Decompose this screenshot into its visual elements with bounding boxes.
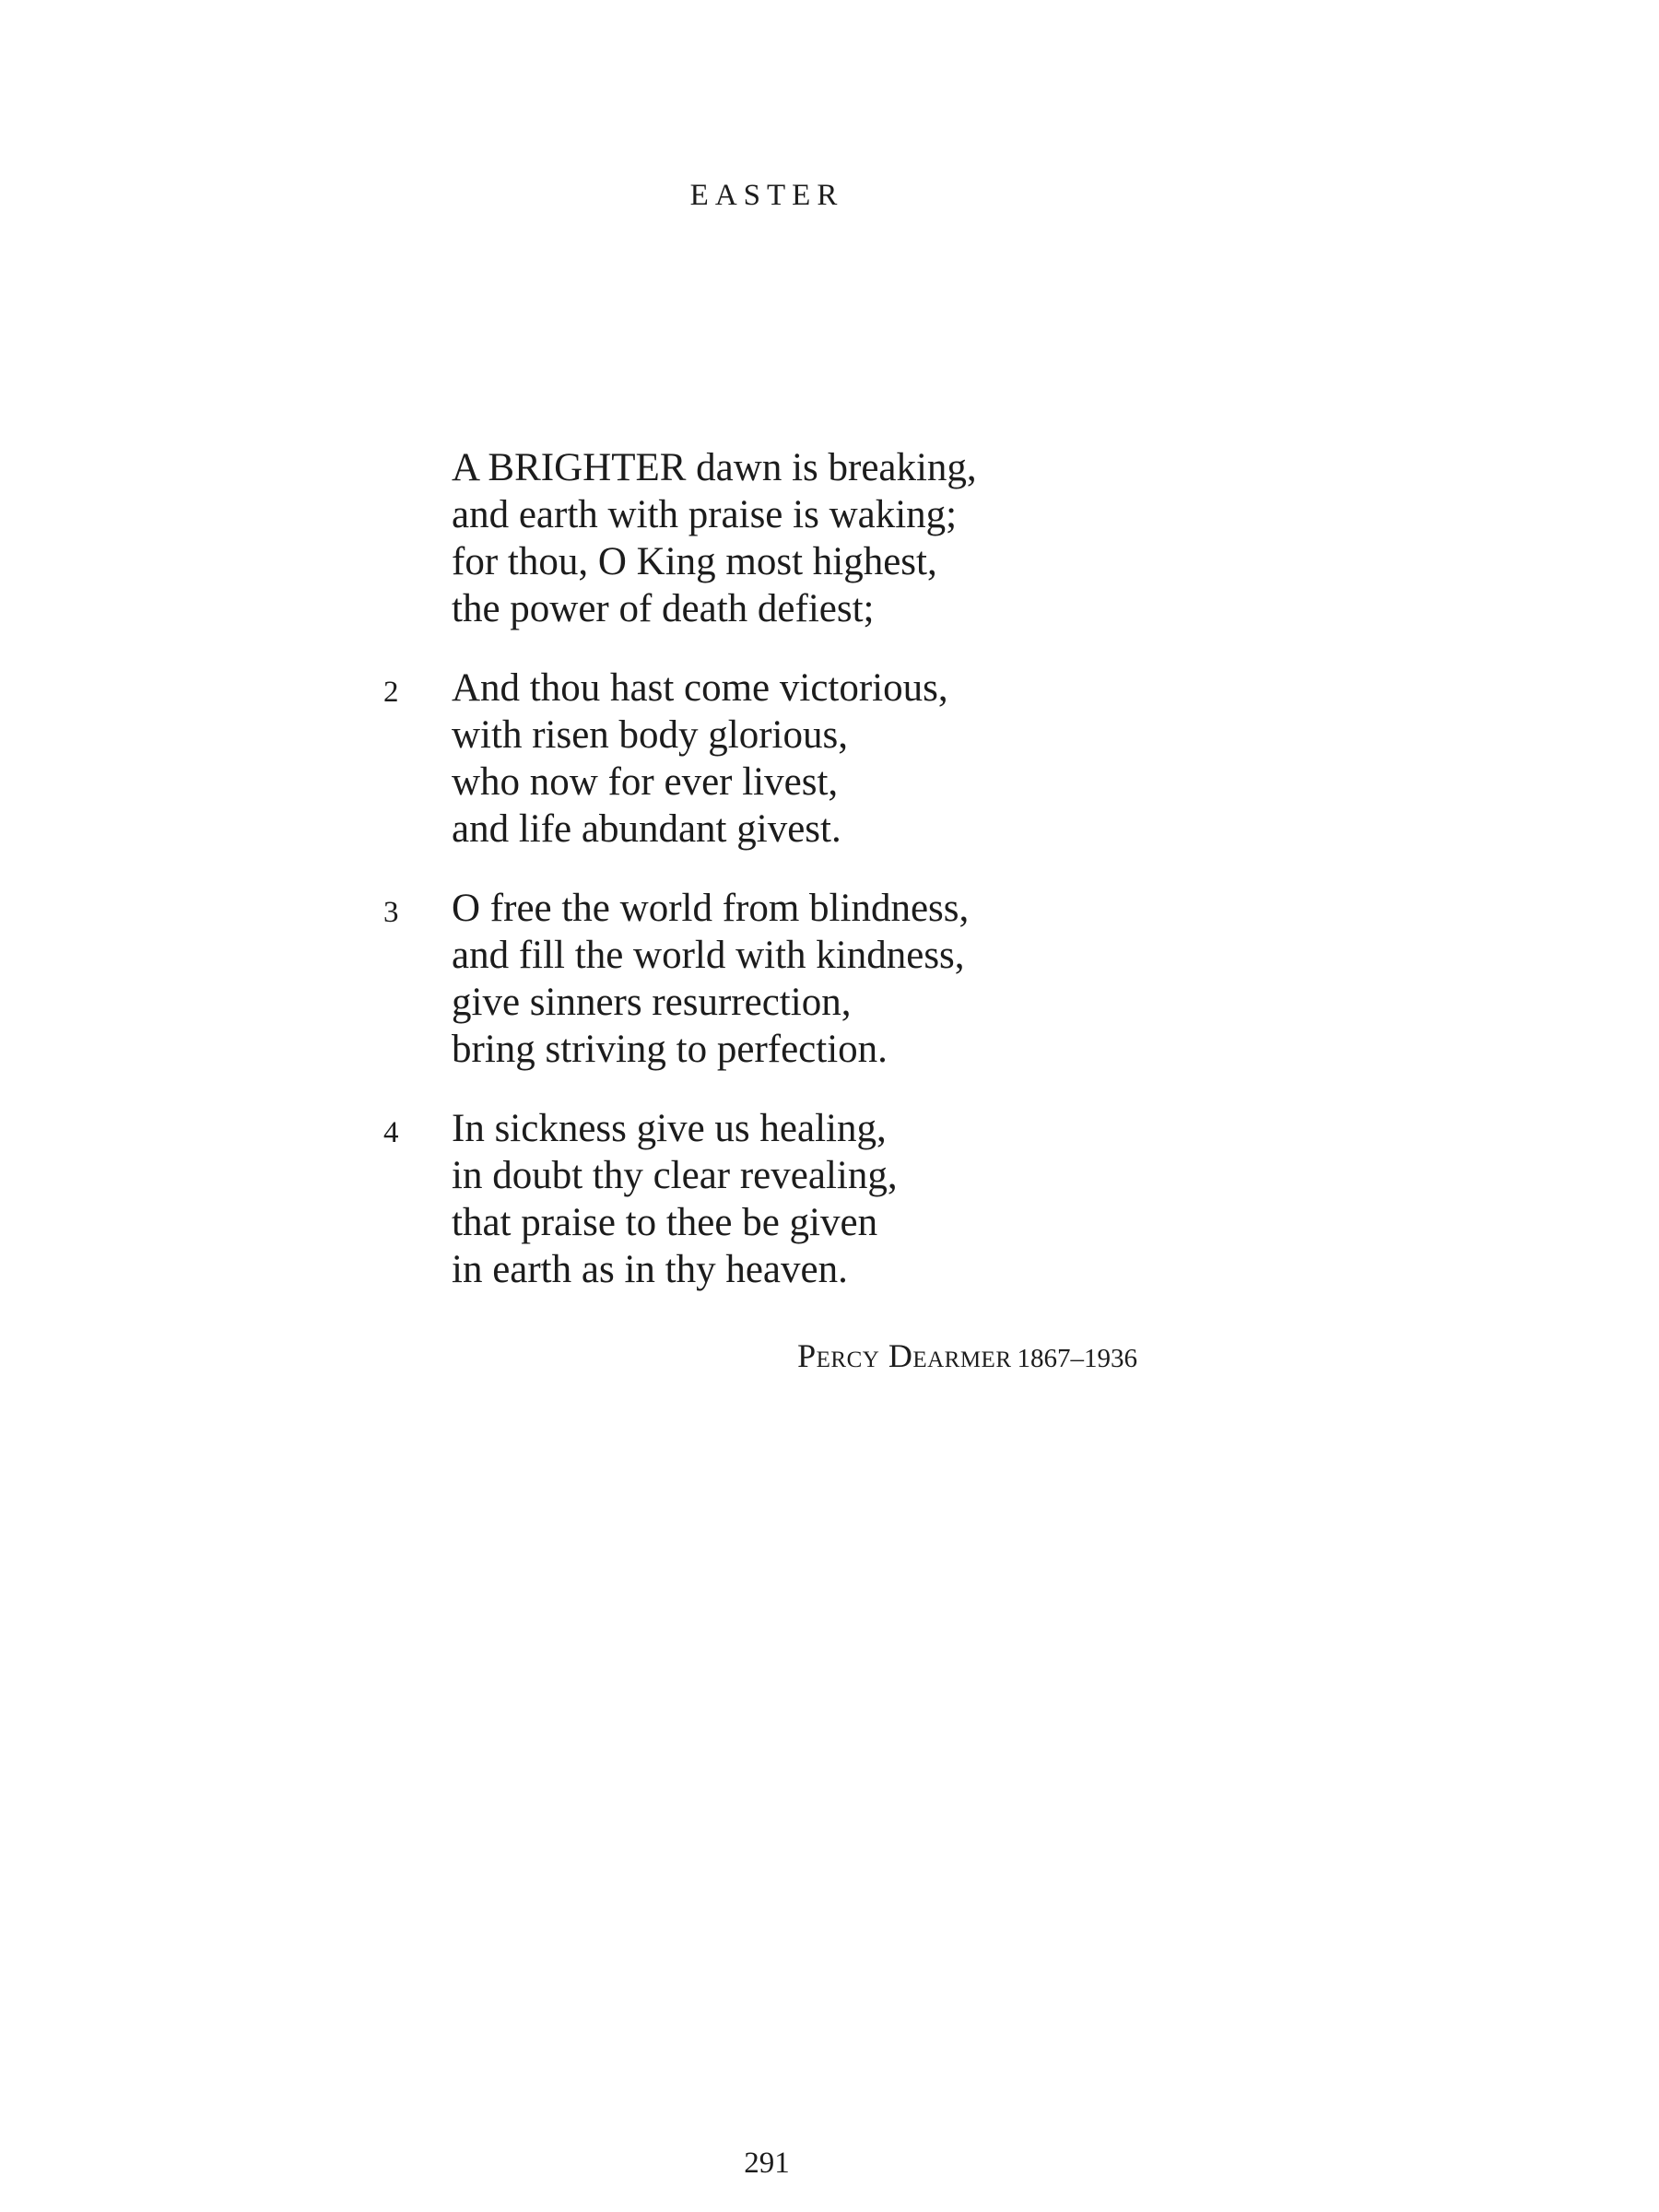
verse-line: and life abundant givest. <box>452 807 841 851</box>
attribution <box>0 1339 1137 1372</box>
verse-3 <box>0 885 1659 1073</box>
verse-line: bring striving to perfection. <box>452 1028 888 1071</box>
verse-line: who now for ever livest, <box>452 760 839 804</box>
author-dates: 1867–1936 <box>1017 1344 1137 1373</box>
verse-line: O free the world from blindness, <box>452 887 970 930</box>
verse-number: 2 <box>383 676 399 709</box>
verse-number: 4 <box>383 1116 399 1149</box>
verse-line: And thou hast come victorious, <box>452 666 948 710</box>
verse-line: that praise to thee be given <box>452 1201 878 1244</box>
verse-line: A BRIGHTER dawn is breaking, <box>452 446 977 489</box>
verse-lines <box>452 444 1659 632</box>
verse-line: In sickness give us healing, <box>452 1107 887 1150</box>
verse-line: give sinners resurrection, <box>452 981 852 1024</box>
verse-2 <box>0 665 1659 853</box>
verse-number: 3 <box>383 896 399 929</box>
verse-line: with risen body glorious, <box>452 713 848 757</box>
verse-line: in doubt thy clear revealing, <box>452 1154 898 1197</box>
author-name: Percy Dearmer <box>797 1337 1012 1374</box>
verse-lines <box>452 665 1659 853</box>
verse-lines <box>452 885 1659 1073</box>
verse-line: the power of death defiest; <box>452 587 875 630</box>
verse-lines <box>452 1105 1659 1293</box>
page-number: 291 <box>744 2147 790 2180</box>
verse-4 <box>0 1105 1659 1293</box>
verse-line: and fill the world with kindness, <box>452 934 965 977</box>
verse-line: in earth as in thy heaven. <box>452 1248 848 1291</box>
verse-line: for thou, O King most highest, <box>452 540 937 583</box>
hymn-text <box>0 444 1659 1325</box>
verse-1 <box>0 444 1659 632</box>
verse-line: and earth with praise is waking; <box>452 493 958 536</box>
section-heading: EASTER <box>689 179 844 212</box>
